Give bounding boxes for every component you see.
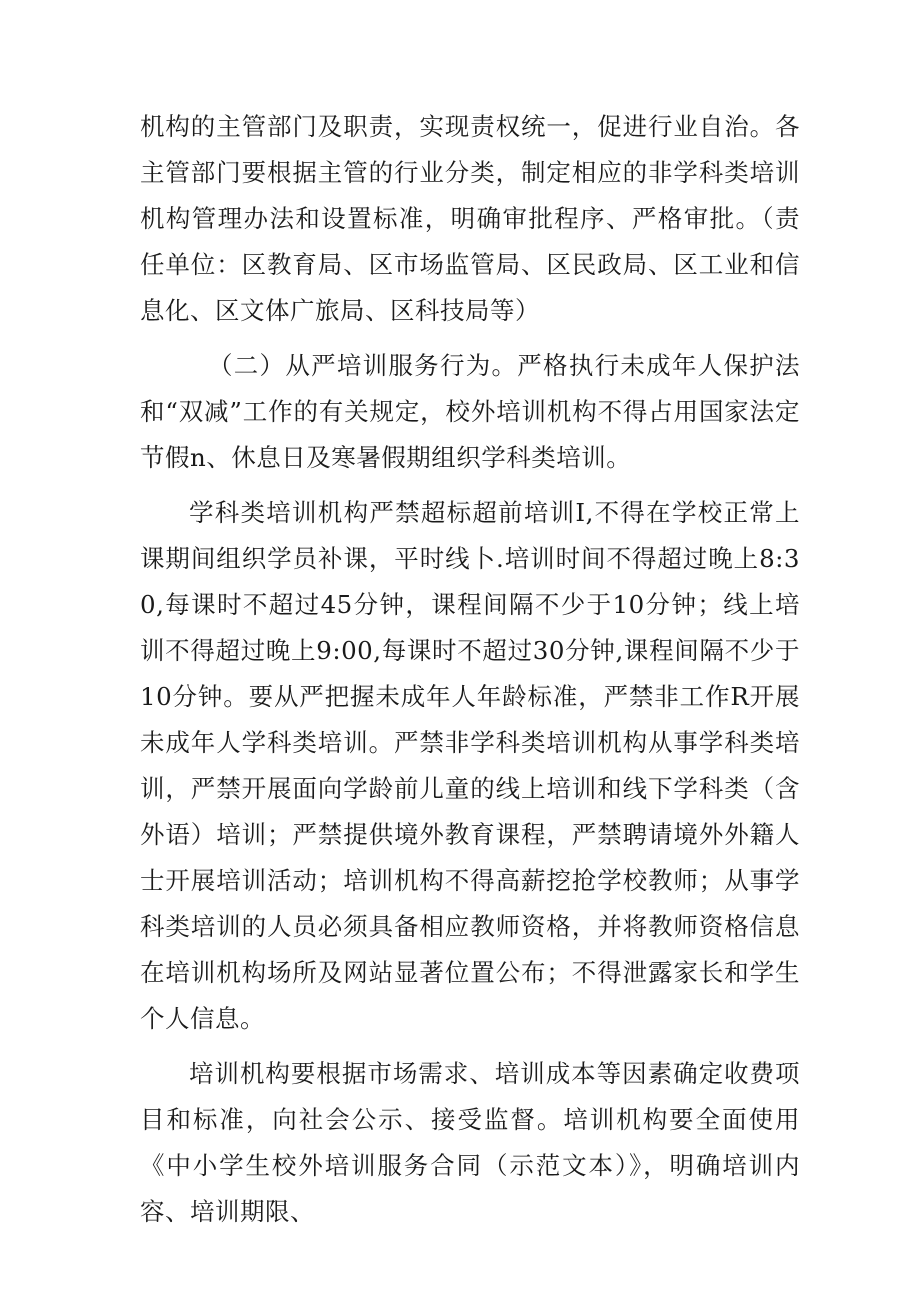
paragraph-training-rules: 学科类培训机构严禁超标超前培训I,不得在学校正常上课期间组织学员补课，平时线卜.培训时间不得超过晚上8:30,每课时不超过45分钟，课程间隔不少于10分钟；线上培训不得超过晚上9:00,每课时不超过30分钟,课程间隔不少于10分钟。要从严把握未成年人年龄标准，严禁非工作R开展未成年人学科类培训。严禁非学科类培训机构从事学科类培训，严禁开展面向学龄前儿童的线上培训和线下学科类（含外语）培训；严禁提供境外教育课程，严禁聘请境外外籍人士开展培训活动；培训机构不得高薪挖抢学校教师；从事学科类培训的人员必须具备相应教师资格，并将教师资格信息在培训机构场所及网站显著位置公布；不得泄露家长和学生个人信息。 (140, 498, 800, 1033)
document-body (140, 104, 800, 1235)
paragraph-section-two-heading: （二）从严培训服务行为。严格执行未成年人保护法和“双减”工作的有关规定，校外培训机构不得占用国家法定节假n、休息日及寒暑假期组织学科类培训。 (140, 351, 800, 472)
paragraph-fees-contract: 培训机构要根据市场需求、培训成本等因素确定收费项目和标准，向社会公示、接受监督。培训机构要全面使用《中小学生校外培训服务合同（示范文本）》，明确培训内容、培训期限、 (140, 1059, 800, 1226)
paragraph-responsibility: 机构的主管部门及职责，实现责权统一，促进行业自治。各主管部门要根据主管的行业分类，制定相应的非学科类培训机构管理办法和设置标准，明确审批程序、严格审批。（责任单位：区教育局、区市场监管局、区民政局、区工业和信息化、区文体广旅局、区科技局等） (140, 112, 800, 325)
